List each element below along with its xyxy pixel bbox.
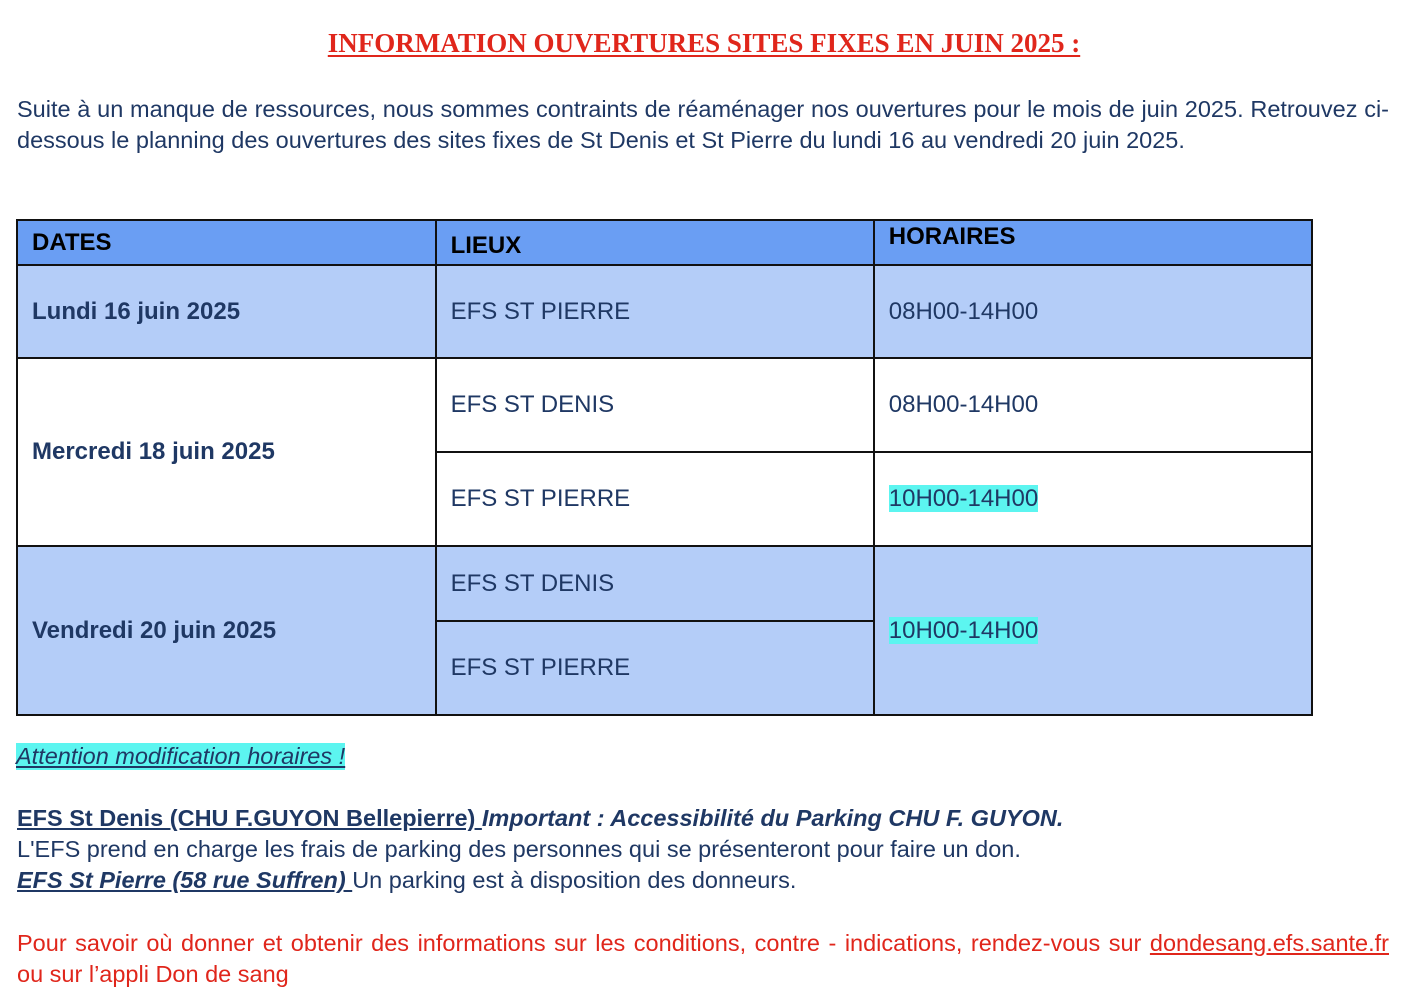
lieu-cell: EFS ST DENIS (436, 546, 874, 621)
attention-note: Attention modification horaires ! (16, 743, 346, 769)
lieu-cell: EFS ST PIERRE (436, 265, 874, 358)
dondesang-link[interactable]: dondesang.efs.sante.fr (1149, 930, 1389, 956)
table-row (17, 546, 1312, 621)
table-row (17, 265, 1312, 358)
st-pierre-text: Un parking est à disposition des donneurs. (352, 867, 797, 893)
st-denis-text: L'EFS prend en charge les frais de parking des personnes qui se présenteront pour faire un don. (17, 836, 1021, 862)
lieu-cell: EFS ST PIERRE (436, 452, 874, 546)
table-row (17, 358, 1312, 452)
page-title: INFORMATION OUVERTURES SITES FIXES EN JUIN 2025 : (327, 28, 1081, 58)
horaire-cell (874, 546, 1312, 715)
header-horaires: HORAIRES (874, 220, 1312, 265)
lieu-cell: EFS ST DENIS (436, 358, 874, 452)
header-dates: DATES (17, 220, 436, 265)
table-header-row (17, 220, 1312, 265)
date-cell: Lundi 16 juin 2025 (17, 265, 436, 358)
date-cell: Mercredi 18 juin 2025 (17, 358, 436, 546)
planning-table (16, 219, 1313, 716)
footer-suffix: ou sur l’appli Don de sang (17, 961, 289, 987)
lieu-cell: EFS ST PIERRE (436, 621, 874, 715)
horaire-cell (874, 452, 1312, 546)
header-lieux: LIEUX (436, 220, 874, 265)
st-pierre-name: EFS St Pierre (58 rue Suffren) (17, 867, 353, 893)
parking-info (17, 803, 1389, 896)
horaire-cell: 08H00-14H00 (874, 265, 1312, 358)
footer-text: Pour savoir où donner et obtenir des informations sur les conditions, contre - indications, rendez-vous sur (17, 930, 1150, 956)
highlighted-horaire: 10H00-14H00 (888, 485, 1039, 512)
footer-paragraph (17, 928, 1389, 990)
st-denis-important: Important : Accessibilité du Parking CHU F. GUYON. (481, 805, 1064, 831)
date-cell: Vendredi 20 juin 2025 (17, 546, 436, 715)
intro-paragraph: Suite à un manque de ressources, nous sommes contraints de réaménager nos ouvertures pour le mois de juin 2025. Retrouvez ci-dessous le planning des ouvertures des sites fixes de St Denis et St Pierre du lundi 16 au vendredi 20 juin 2025. (17, 96, 1389, 153)
highlighted-horaire: 10H00-14H00 (888, 616, 1039, 644)
horaire-cell: 08H00-14H00 (874, 358, 1312, 452)
st-denis-name: EFS St Denis (CHU F.GUYON Bellepierre) (17, 805, 482, 831)
